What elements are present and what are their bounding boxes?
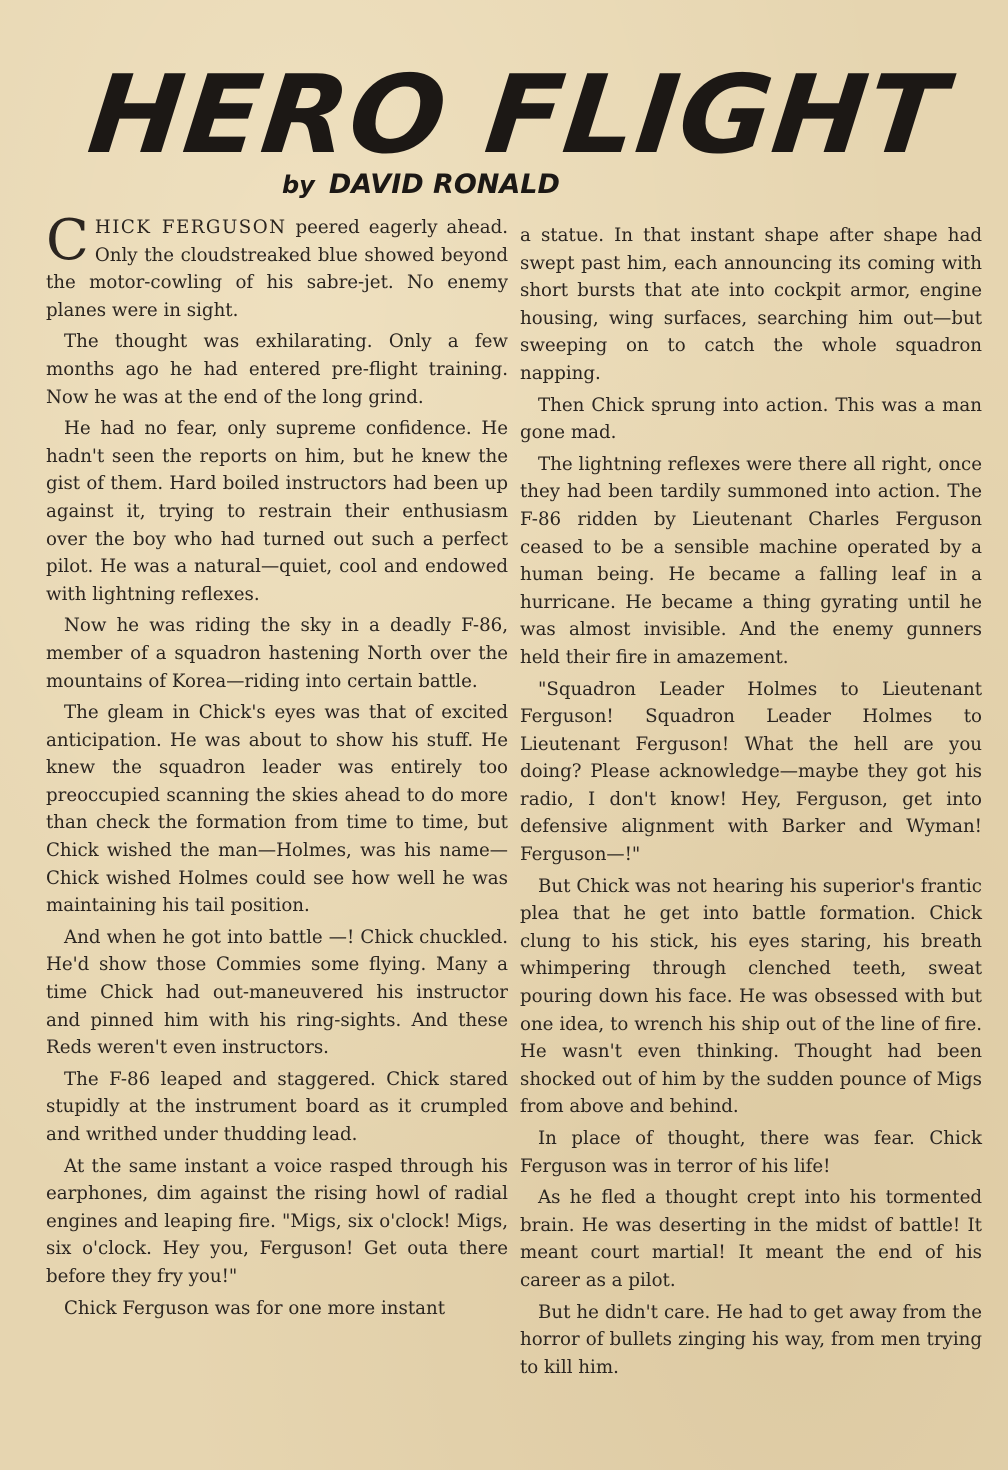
opening-paragraph <box>46 208 509 324</box>
paragraph: The gleam in Chick's eyes was that of excited anticipation. He was about to show his stuff. He knew the squadron leader was entirely too preoccupied scanning the skies ahead to do more than check the formation from time to time, but Chick wished the man—Holmes, was his name—Chick wished Holmes could see how well he was maintaining his tail position. <box>46 702 508 917</box>
paragraph: As he fled a thought crept into his tormented brain. He was deserting in the midst of battle! It meant court martial! It meant the end of his career as a pilot. <box>520 1187 982 1291</box>
paragraph: At the same instant a voice rasped through his earphones, dim against the rising howl of radial engines and leaping fire. "Migs, six o'clock! Migs, six o'clock. Hey you, Ferguson! Get outa there before they fry you!" <box>46 1155 508 1287</box>
paragraph: He had no fear, only supreme confidence. He hadn't seen the reports on him, but he knew the gist of them. Hard boiled instructors had been up against it, trying to restrain their enthusiasm over the boy who had turned out such a perfect pilot. He was a natural—quiet, cool and endowed with lightning reflexes. <box>46 418 508 605</box>
paragraph: The lightning reflexes were there all right, once they had been tardily summoned into action. The F-86 ridden by Lieutenant Charles Ferguson ceased to be a sensible machine operated by a human being. He became a falling leaf in a hurricane. He became a thing gyrating until he was almost invisible. And the enemy gunners held their fire in amazement. <box>520 453 982 668</box>
continuation-paragraph: a statue. In that instant shape after shape had swept past him, each announcing its coming with short bursts that ate into cockpit armor, engine housing, wing surfaces, searching him out—but sweeping on to catch the whole squadron napping. <box>520 225 982 384</box>
paragraph: Chick Ferguson was for one more instant <box>64 1297 446 1319</box>
opening-text: peered eagerly ahead. Only the cloudstreaked blue showed beyond the motor-cowling of his sabre-jet. No enemy planes were in sight. <box>46 217 509 321</box>
lead-caps: HICK FERGUSON <box>94 217 287 238</box>
right-column <box>520 222 982 1385</box>
paragraph: In place of thought, there was fear. Chick Ferguson was in terror of his life! <box>520 1128 982 1177</box>
paragraph: "Squadron Leader Holmes to Lieutenant Ferguson! Squadron Leader Holmes to Lieutenant Ferguson! What the hell are you doing? Please acknowledge—maybe they got his radio, I don't know! Hey, Ferguson, get into defensive alignment with Barker and Wyman! Ferguson—!" <box>520 678 982 866</box>
paragraph: Now he was riding the sky in a deadly F-86, member of a squadron hastening North over the mountains of Korea—riding into certain battle. <box>46 615 508 692</box>
paragraph: But Chick was not hearing his superior's frantic plea that he get into battle formation. Chick clung to his stick, his eyes staring, his breath whimpering through clenched teeth, sweat pouring down his face. He was obsessed with but one idea, to wrench his ship out of the line of fire. He wasn't even thinking. Thought had been shocked out of him by the sudden pounce of Migs from above and behind. <box>520 875 982 1118</box>
left-column <box>46 208 509 1326</box>
byline <box>282 166 622 204</box>
drop-cap: C <box>46 208 89 273</box>
paragraph: Then Chick sprung into action. This was a man gone mad. <box>520 394 982 444</box>
paragraph: But he didn't care. He had to get away from the horror of bullets zinging his way, from men trying to kill him. <box>520 1301 982 1378</box>
author-name: DAVID RONALD <box>328 169 560 200</box>
byline-prefix: by <box>282 171 315 199</box>
story-title: HERO FLIGHT <box>82 53 953 178</box>
paragraph: The thought was exhilarating. Only a few months ago he had entered pre-flight training. Now he was at the end of the long grind. <box>46 331 508 408</box>
paragraph: The F-86 leaped and staggered. Chick stared stupidly at the instrument board as it crumpled and writhed under thudding lead. <box>46 1068 508 1145</box>
paragraph: And when he got into battle —! Chick chuckled. He'd show those Commies some flying. Many a time Chick had out-maneuvered his instructor and pinned him with his ring-sights. And these Reds weren't even instructors. <box>46 926 508 1059</box>
